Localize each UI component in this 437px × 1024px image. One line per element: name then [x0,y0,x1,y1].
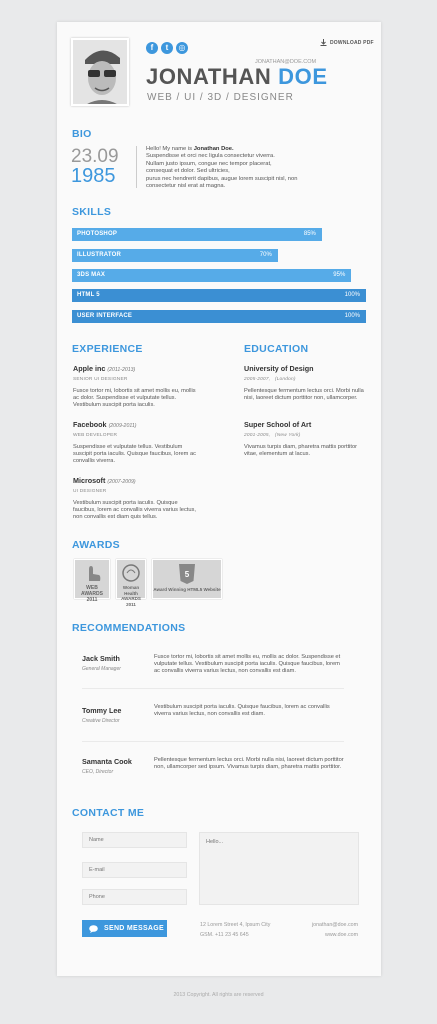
page-title [146,64,328,90]
experience-heading: EXPERIENCE [72,343,143,355]
company-dates: (2011-2013) [107,367,136,373]
education-heading: EDUCATION [244,343,309,355]
education-location: (New York) [274,433,301,438]
bio-greeting-name: Jonathan Doe. [193,146,234,152]
skill-percent: 70% [259,252,272,258]
company-name: Microsoft [73,476,106,485]
award-label: Woman Health AWARDS 2011 [121,585,141,607]
skill-bar [72,249,278,262]
skill-bar [72,310,366,323]
experience-position: WEB DEVELOPER [73,433,118,438]
ribbon-icon [118,563,144,583]
name-first: JONATHAN [146,64,272,89]
bio-greeting: Hello! My name is [146,146,194,152]
recommendation-text: Vestibulum suscipit porta iaculis. Quisque faucibus, lorem ac convallis viverra varius lectus, non convallis est diam. [154,704,330,717]
contact-phone: GSM. +11 23 45 645 [200,932,249,938]
skill-bar [72,269,351,282]
recommendation-text: Pellentesque fermentum lectus orci. Morbi nulla nisi, laoreet dictum porttitor non, ullamcorper sed ipsum. Vivamus turpis diam, pharetra mattis porttitor. [154,757,344,770]
skill-percent: 85% [303,231,316,237]
contact-heading: CONTACT ME [72,807,145,819]
avatar-illustration [73,40,129,106]
html5-award-badge-icon [152,559,222,599]
download-icon [320,39,327,46]
experience-text: Vestibulum suscipit porta iaculis. Quisque faucibus, lorem ac convallis viverra varius lectus, non convallis est diam quis tellus. [73,500,196,520]
skill-label: ILLUSTRATOR [77,252,121,258]
skill-label: PHOTOSHOP [77,231,118,237]
awards-heading: AWARDS [72,539,120,551]
name-last: DOE [278,64,328,89]
birth-day-month: 23.09 [71,146,119,167]
recommender-role: Creative Director [82,718,120,724]
education-years: 2005-2007, [244,377,271,382]
company-dates: (2009-2011) [108,423,137,429]
svg-text:5: 5 [184,570,190,579]
skills-heading: SKILLS [72,206,112,218]
role-subtitle: WEB / UI / 3D / DESIGNER [147,92,294,103]
dribbble-icon[interactable]: ◎ [176,42,188,54]
bio-line: consectetur nisl erat at magna. [146,183,226,190]
html5-shield-icon [178,563,196,585]
social-links [146,42,188,54]
contact-email[interactable]: jonathan@doe.com [311,922,358,928]
phone-field[interactable] [82,889,187,905]
skill-bar [72,228,322,241]
skill-bar [72,289,366,302]
hand-cursor-icon [75,563,109,583]
bio-text [146,146,371,190]
bio-line: purus nec hendrerit dapibus, augue lorem suscipit nisl, non [146,175,298,182]
message-field[interactable] [199,832,359,905]
education-dates [244,377,296,382]
experience-position: SENIOR UI DESIGNER [73,377,128,382]
education-location: (London) [274,377,296,382]
facebook-icon[interactable]: f [146,42,158,54]
recommendation-divider [82,688,344,689]
resume-page [57,22,381,976]
company-name: Apple inc [73,364,106,373]
bio-heading: BIO [72,128,92,140]
skill-label: 3DS MAX [77,272,106,278]
recommender-name: Tommy Lee [82,706,122,715]
recommendation-divider [82,741,344,742]
recommender-role: CEO, Director [82,769,114,775]
experience-text: Fusce tortor mi, lobortis sit amet mollis eu, mollis ac dolor. Suspendisse et vulputate tellus. Vestibulum suscipit porta iaculis. [73,388,196,408]
twitter-icon[interactable]: t [161,42,173,54]
skill-percent: 100% [344,313,360,319]
education-text: Pellentesque fermentum lectus orci. Morbi nulla nisi, laoreet dictum porttitor non, ullamcorper. [244,388,364,401]
education-school: University of Design [244,364,314,373]
company-dates: (2007-2009) [107,479,136,485]
experience-position: UI DESIGNER [73,489,107,494]
bio-line: Suspendisse et orci nec ligula consectetur viverra. [146,153,275,160]
award-label: WEB AWARDS 2011 [81,585,103,603]
contact-address: 12 Lorem Street 4, Ipsum City [200,922,271,928]
experience-company [73,476,136,485]
education-school: Super School of Art [244,420,312,429]
skill-label: HTML 5 [77,292,100,298]
email-field[interactable] [82,862,187,878]
profile-photo [71,38,129,106]
recommender-name: Jack Smith [82,654,120,663]
bio-line: consequat et dolor. Sed ultricies, [146,168,230,175]
experience-company [73,420,136,429]
recommender-name: Samanta Cook [82,757,132,766]
skill-percent: 100% [344,292,360,298]
skill-label: USER INTERFACE [77,313,133,319]
speech-bubble-icon [89,925,98,933]
bio-line: Nullam justo ipsum, congue nec tempor placerat, [146,160,272,167]
recommender-role: General Manager [82,666,121,672]
recommendations-heading: RECOMMENDATIONS [72,622,186,634]
health-awards-badge-icon [116,559,146,607]
copyright-footer: 2013 Copyright. All rights are reserved [173,992,264,998]
download-pdf-button[interactable] [320,39,374,46]
download-pdf-label: DOWNLOAD PDF [330,39,374,46]
birth-year: 1985 [71,165,116,187]
header-email[interactable]: JONATHAN@DOE.COM [255,59,317,65]
send-message-label: SEND MESSAGE [104,925,164,932]
experience-company [73,364,135,373]
company-name: Facebook [73,420,107,429]
bio-divider [136,146,137,188]
skill-percent: 95% [333,272,346,278]
education-dates [244,433,301,438]
education-text: Vivamus turpis diam, pharetra mattis porttitor vitae, elementum at lacus. [244,444,358,457]
contact-website[interactable]: www.doe.com [325,932,358,938]
education-years: 2001-2005, [244,433,271,438]
award-label: Award Winning HTML5 Website [153,587,221,592]
name-field[interactable] [82,832,187,848]
experience-text: Suspendisse et vulputate tellus. Vestibulum suscipit porta iaculis. Quisque faucibus, lorem ac convallis viverra. [73,444,196,464]
recommendation-text: Fusce tortor mi, lobortis sit amet mollis eu, mollis ac dolor. Suspendisse et vulputate tellus. Vestibulum suscipit porta iaculis. Quisque faucibus, lorem ac convallis viverra varius lectus, non convallis est diam. [154,654,341,674]
web-awards-badge-icon [74,559,110,603]
send-message-button[interactable] [82,920,167,937]
